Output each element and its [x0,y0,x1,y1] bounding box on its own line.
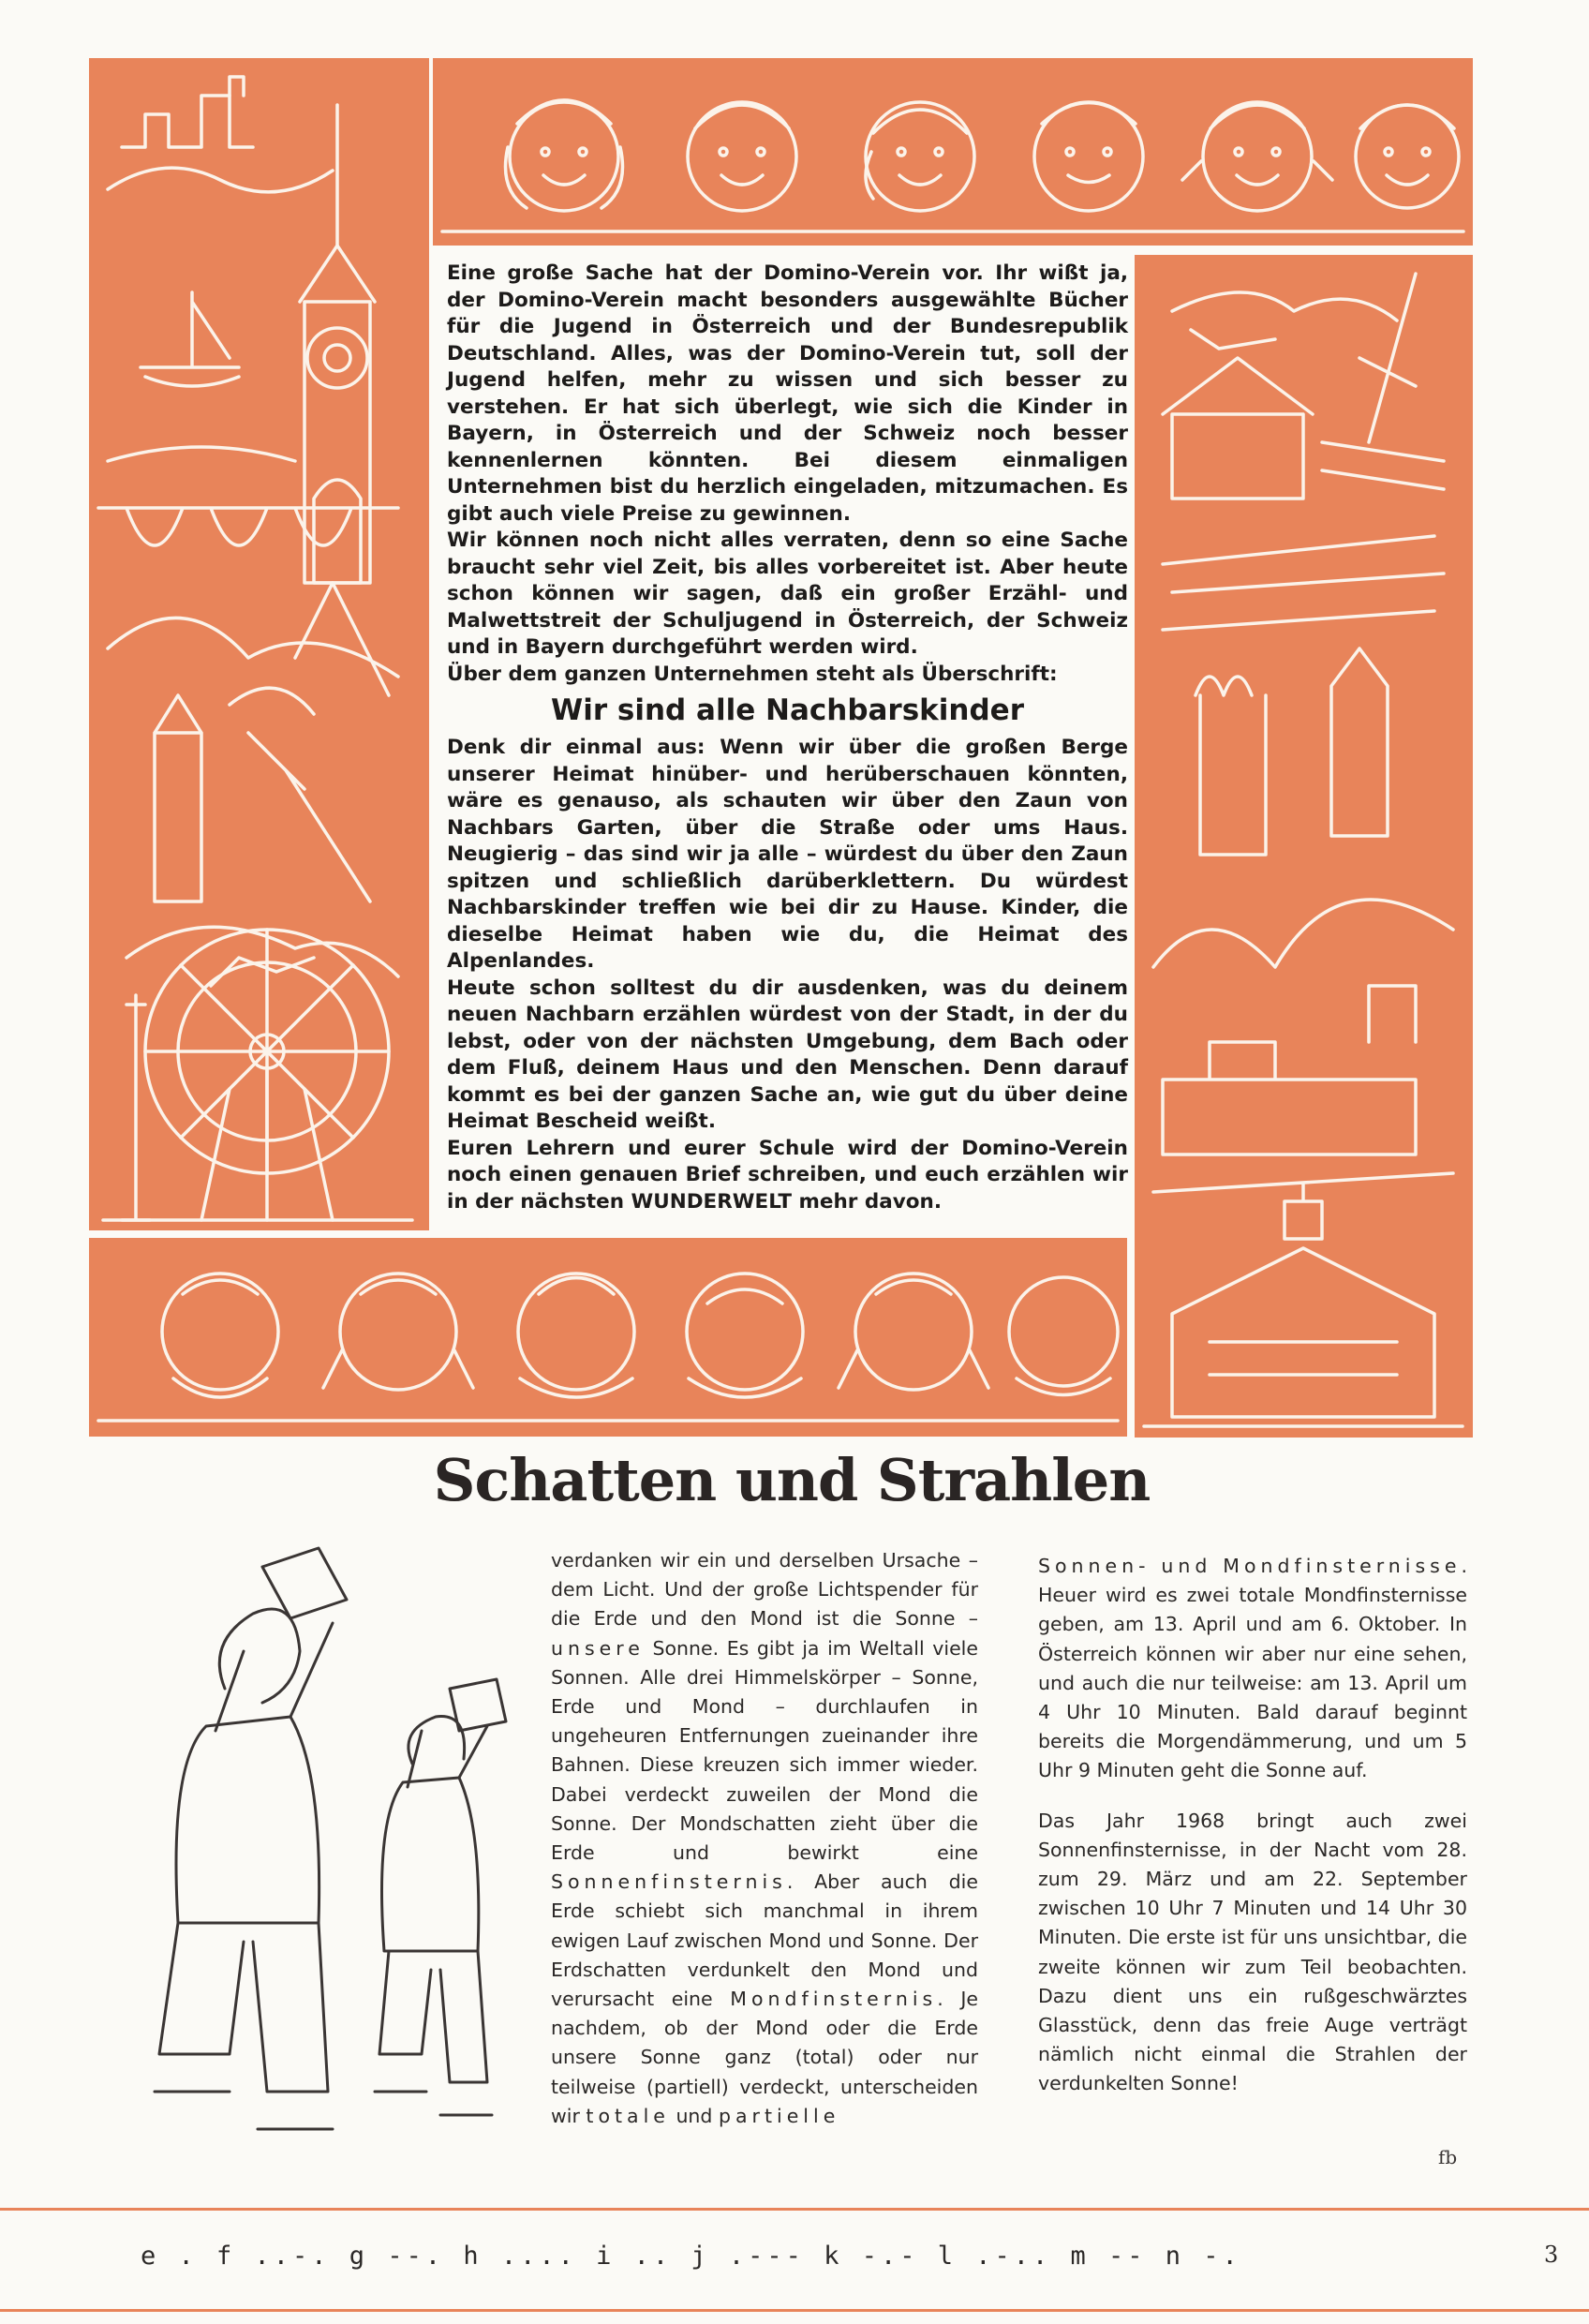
text-run: . Aber auch die Erde schiebt sich manchmal in ihrem ewigen Lauf zwischen Mond und Sonne. Der Erdschatten verdunkelt den Mond und verursacht eine [551,1870,978,2011]
children-holding-glass-illustration [66,1529,534,2157]
morse-code-strip: e . f ..-. g --. h .... i .. j .--- k -.- l .-.. m -- n -. [141,2242,1241,2271]
emphasis-text: partielle [718,2104,840,2127]
article-title: Schatten und Strahlen [433,1446,1151,1514]
text-run: . Je nachdem, ob der Mond oder die Erde unsere Sonne ganz (total) oder nur teilweise (partiell) verdeckt, unterscheiden wir [551,1988,978,2127]
illustration-panel-top [433,58,1473,246]
intro-paragraph: Wir können noch nicht alles verraten, denn so eine Sache braucht sehr viel Zeit, bis alles vorbereitet ist. Aber heute schon können wir sagen, daß ein großer Erzähl- und Malwettstreit der Schuljugend in Österreich, der Schweiz und in Bayern durchgeführt werden wird. [447,529,1128,659]
article-column-right [1038,1552,1467,2099]
emphasis-text: Sonnenfinsternis [551,1870,787,1894]
text-run: und [669,2104,719,2127]
text-run: verdanken wir ein und derselben Ursache – dem Licht. Und der große Lichtspender für die Erde und den Mond ist die Sonne – [551,1549,978,1631]
article-paragraph [551,1546,978,2131]
intro-paragraph: Heute schon solltest du dir ausdenken, was du deinem neuen Nachbarn erzählen würdest von der Stadt, in der du lebst, oder von der nächsten Umgebung, dem Bach oder dem Fluß, deinem Haus und den Menschen. Denn darauf kommt es bei der ganzen Sache an, wie gut du über deine Heimat Bescheid weißt. [447,976,1128,1133]
intro-article [447,261,1128,1215]
text-run: . Heuer wird es zwei totale Mondfinsternisse geben, am 13. April und am 6. Oktober. In Österreich können wir aber nur eine sehen, und auch die nur teilweise: am 13. April um 4 Uhr 10 Minuten. Bald darauf beginnt bereits die Morgendämmerung, und um 5 Uhr 9 Minuten geht die Sonne auf. [1038,1555,1467,1782]
author-initials: fb [1438,2146,1458,2168]
intro-heading: Wir sind alle Nachbarskinder [551,693,1024,727]
page-number: 3 [1544,2242,1559,2268]
intro-paragraph: Denk dir einmal aus: Wenn wir über die großen Berge unserer Heimat hinüber- und herüberschauen könnten, wäre es genauso, als schauten wir über den Zaun von Nachbars Garten, über die Straße oder ums Haus. Neugierig – das sind wir ja alle – würdest du über den Zaun spitzen und schließlich darüberklettern. Du würdest Nachbarskinder treffen wie bei dir zu Hause. Kinder, die dieselbe Heimat haben wie du, die Heimat des Alpenlandes. [447,736,1128,973]
intro-paragraph: Über dem ganzen Unternehmen steht als Überschrift: [447,662,1058,686]
footer-divider [0,2208,1589,2211]
children-faces-illustration [433,58,1473,246]
intro-paragraph: Eine große Sache hat der Domino-Verein vor. Ihr wißt ja, der Domino-Verein macht besonders ausgewählte Bücher für die Jugend in Österreich und der Bundesrepublik Deutschland. Alles, was der Domino-Verein tut, soll der Jugend helfen, mehr zu wissen und sich besser zu verstehen. Er hat sich überlegt, wie sich die Kinder in Bayern, in Österreich und der Schweiz noch besser kennenlernen könnten. Bei diesem einmaligen Unternehmen bist du herzlich eingeladen, mitzumachen. Es gibt auch viele Preise zu gewinnen. [447,261,1128,526]
children-backs-illustration [89,1238,1127,1437]
landmarks-illustration-left [89,58,429,1230]
article-paragraph: Das Jahr 1968 bringt auch zwei Sonnenfinsternisse, in der Nacht vom 28. zum 29. März und am 22. September zwischen 10 Uhr 7 Minuten und 14 Uhr 30 Minuten. Die erste ist für uns unsichtbar, die zweite können wir zum Teil beobachten. Dazu dient uns ein rußgeschwärztes Glasstück, denn das freie Auge verträgt nämlich nicht einmal die Strahlen der verdunkelten Sonne! [1038,1809,1467,2095]
text-run: Sonne. Es gibt ja im Weltall viele Sonnen. Alle drei Himmelskörper – Sonne, Erde und Mond – durchlaufen in ungeheuren Entfernungen zueinander ihre Bahnen. Diese kreuzen sich immer wieder. Dabei verdeckt zuweilen der Mond die Sonne. Der Mondschatten zieht über die Erde und bewirkt eine [551,1636,978,1865]
article-paragraph [1038,1552,1467,1786]
emphasis-text: totale [586,2104,670,2127]
illustration-panel-right [1135,255,1473,1438]
intro-paragraph: Euren Lehrern und eurer Schule wird der Domino-Verein noch einen genauen Brief schreiben, und euch erzählen wir in der nächsten WUNDERWELT mehr davon. [447,1136,1128,1214]
emphasis-text: Sonnen- und Mondfinsternisse [1038,1555,1462,1577]
footer-divider [0,2309,1589,2312]
illustration-panel-left [89,58,429,1230]
article-column-left [551,1546,978,2131]
emphasis-text: unsere [551,1636,645,1660]
emphasis-text: Mondfinsternis [730,1988,938,2011]
illustration-panel-bottom [89,1238,1127,1437]
landmarks-illustration-right [1135,255,1473,1438]
